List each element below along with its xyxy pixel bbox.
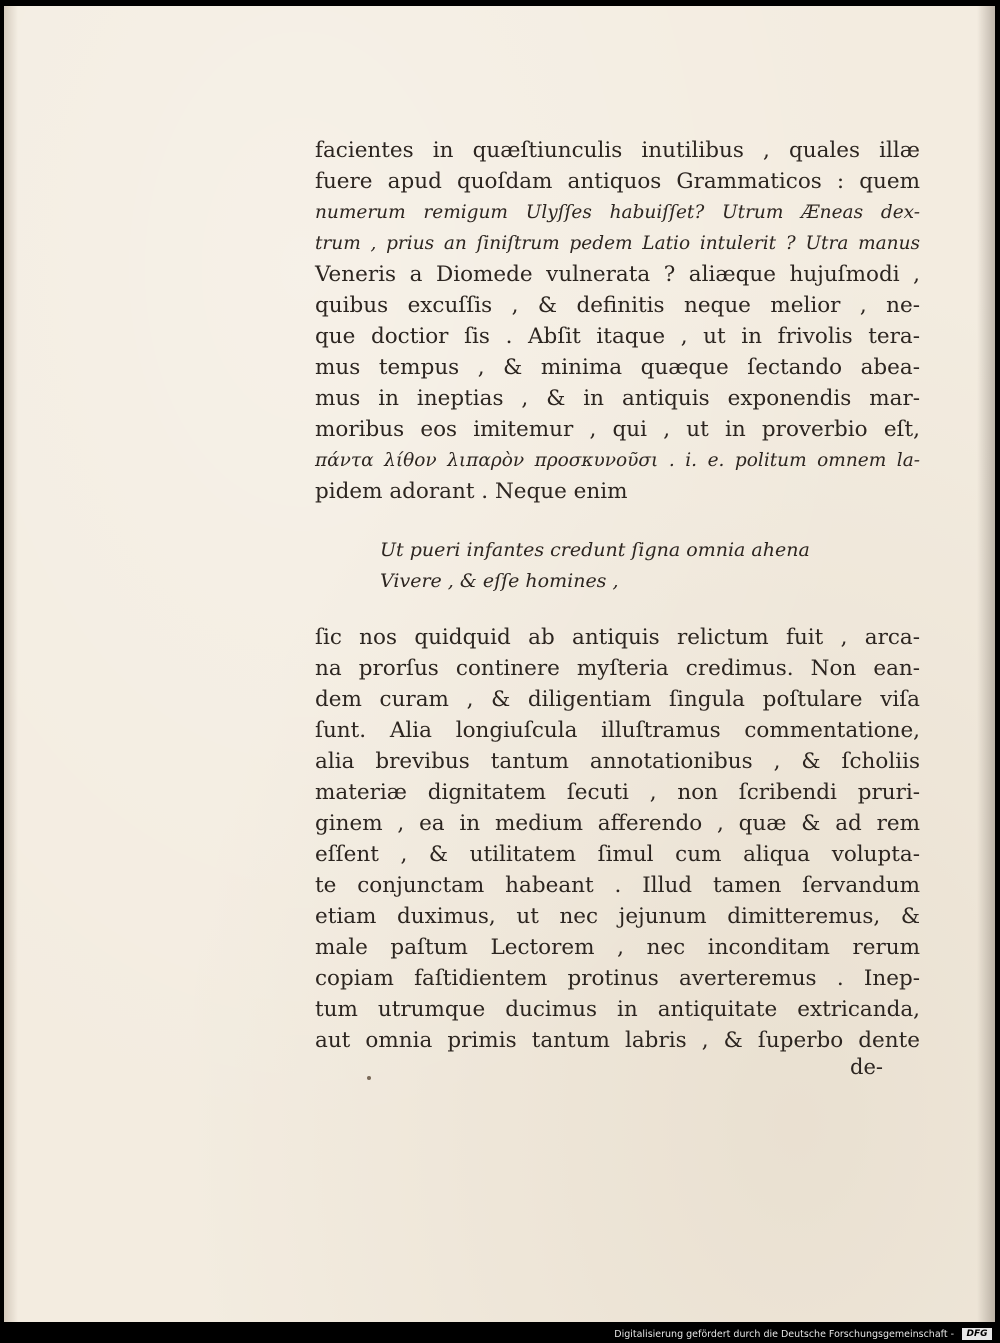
text-line: trum , prius an ſiniſtrum pedem Latio intulerit ? Utra manus [315,233,920,254]
text-line: pidem adorant . Neque enim [315,479,628,504]
text-line: dem curam , & diligentiam ſingula poſtulare viſa [315,687,920,712]
text-line: ſunt. Alia longiuſcula illuſtramus commentatione, [315,718,920,743]
text-line: copiam faſtidientem protinus averteremus . Inep- [315,966,920,991]
text-line: te conjunctam habeant . Illud tamen ſervandum [315,873,920,898]
text-line: mus tempus , & minima quæque ſectando abea- [315,355,920,380]
page-edge-shadow [977,6,995,1322]
verse-line: Ut pueri infantes credunt ſigna omnia ahena [380,539,810,561]
text-line: eſſent , & utilitatem ſimul cum aliqua volupta- [315,842,920,867]
ink-speck [367,1076,371,1080]
text-line: que doctior ſis . Abſit itaque , ut in frivolis tera- [315,324,920,349]
text-line: male paſtum Lectorem , nec inconditam rerum [315,935,920,960]
text-line: facientes in quæſtiunculis inutilibus , quales illæ [315,138,920,163]
text-line: numerum remigum Ulyſſes habuiſſet? Utrum Æneas dex- [315,202,920,223]
text-line: alia brevibus tantum annotationibus , & ſcholiis [315,749,920,774]
text-line: materiæ dignitatem ſecuti , non ſcribendi pruri- [315,780,920,805]
text-line: etiam duximus, ut nec jejunum dimitteremus, & [315,904,920,929]
top-paragraph [315,135,920,507]
text-line: mus in ineptias , & in antiquis exponendis mar- [315,386,920,411]
dfg-logo-icon: DFG [962,1328,992,1340]
text-line: fuere apud quoſdam antiquos Grammaticos : quem [315,169,920,194]
text-line: ginem , ea in medium afferendo , quæ & ad rem [315,811,920,836]
funding-credit: Digitalisierung gefördert durch die Deutsche Forschungsgemeinschaft - [614,1329,954,1340]
verse-quotation [380,535,880,597]
catchword: de- [850,1055,883,1079]
text-line: Veneris a Diomede vulnerata ? aliæque hujuſmodi , [315,262,920,287]
text-line: πάντα λίθον λιπαρὸν προσκυνοῦσι . i. e. politum omnem la- [315,450,920,471]
text-line: ſic nos quidquid ab antiquis relictum fuit , arca- [315,625,920,650]
text-line: quibus excuſſis , & definitis neque melior , ne- [315,293,920,318]
bottom-paragraph [315,622,920,1056]
text-line: na prorſus continere myſteria credimus. Non ean- [315,656,920,681]
text-line: moribus eos imitemur , qui , ut in proverbio eſt, [315,417,920,442]
text-line: aut omnia primis tantum labris , & ſuperbo dente [315,1028,920,1053]
page-gutter-shadow [4,6,18,1322]
verse-line: Vivere , & eſſe homines , [380,570,619,592]
text-line: tum utrumque ducimus in antiquitate extricanda, [315,997,920,1022]
